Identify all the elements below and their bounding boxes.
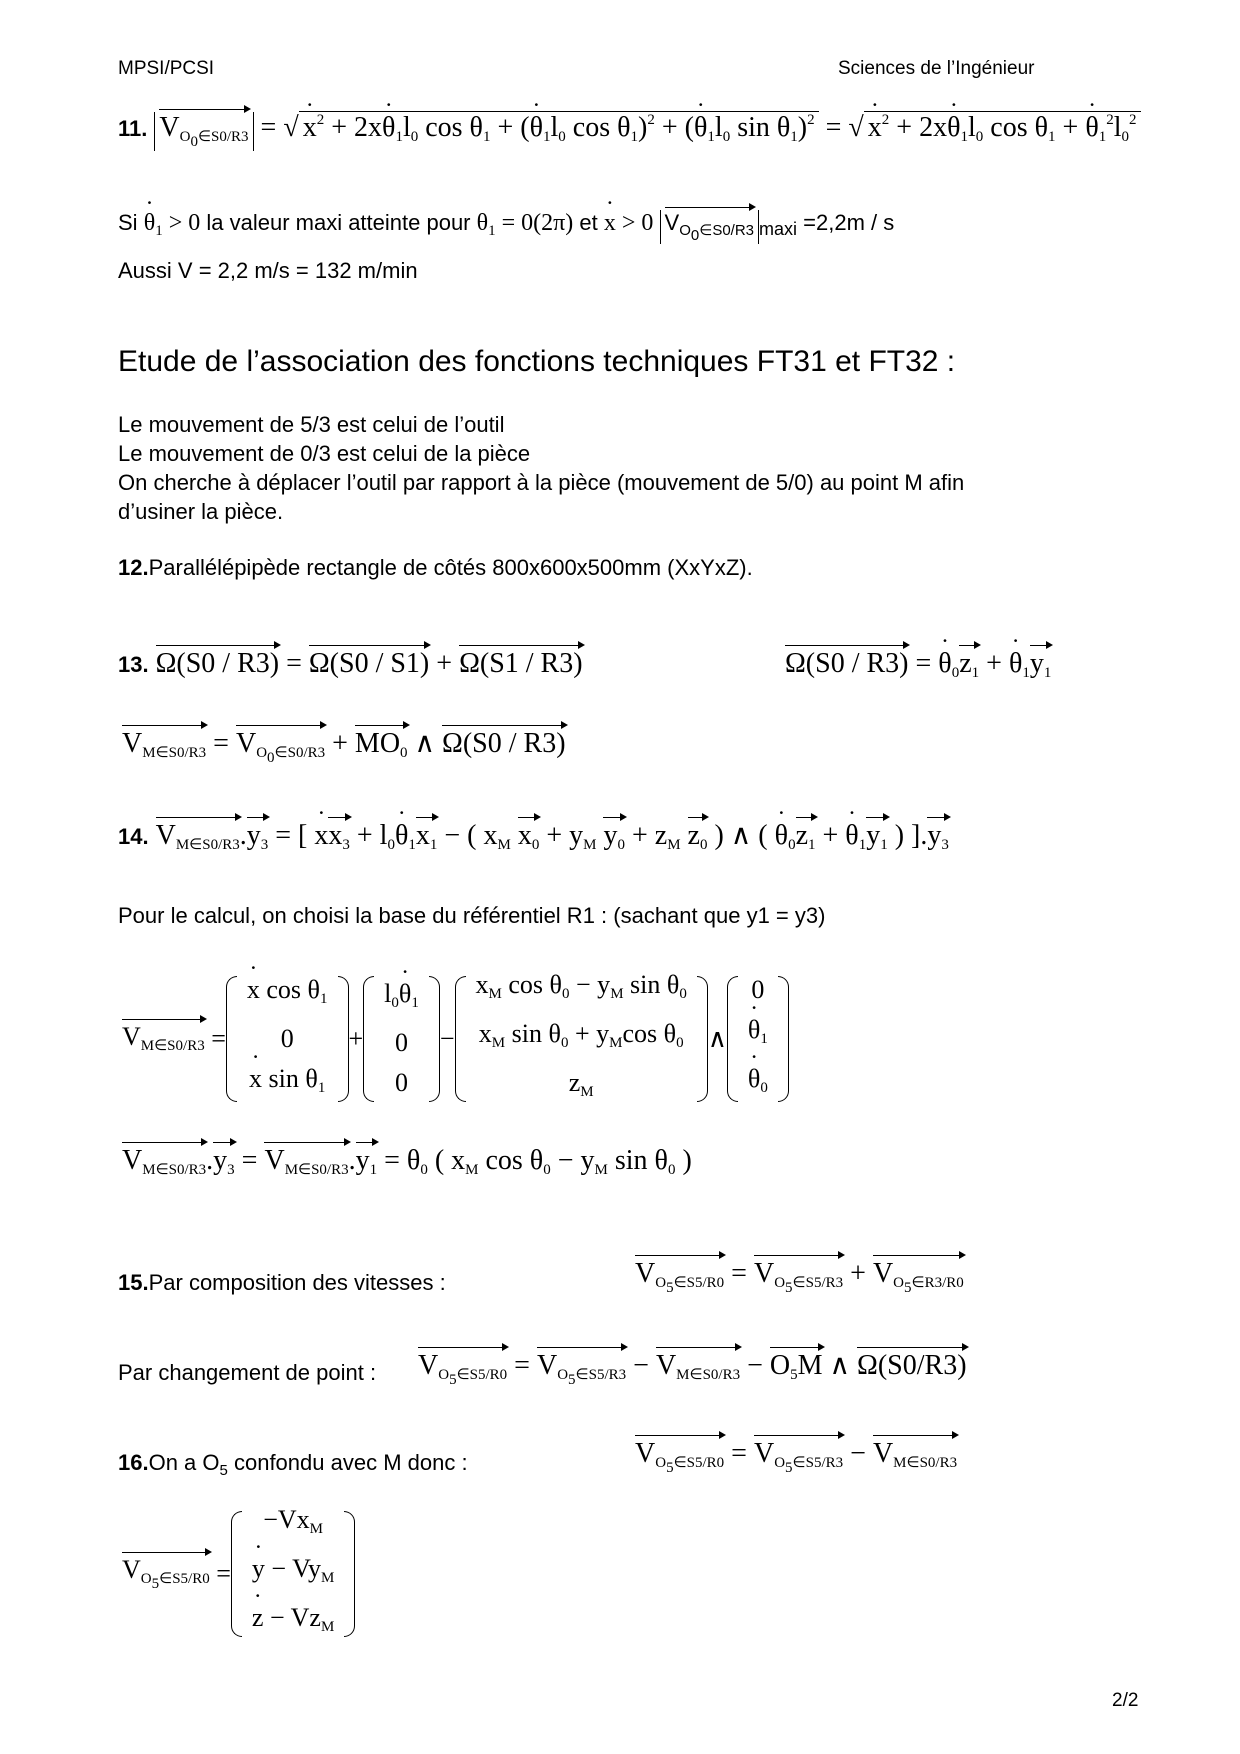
intro-text: Le mouvement de 5/3 est celui de l’outil Le mouvement de 0/3 est celui de la pièce On cherche à déplacer l’outil par rapport à la pièce (mouvement de 5/0) au point M afin d’usiner la pièce. (118, 412, 965, 524)
q16-matrix: $V_{O_5\in S5/R0}$ = $-Vx_M$ ˙ $y - Vy_M$ ˙ $z - Vz_M$ (122, 1500, 355, 1647)
page-number: 2/2 (1112, 1690, 1139, 1711)
q14-result: $V_{M\in S0/R3}.y_3 = V_{M\in S0/R3}.y_1 = \theta_0$ ( $x_M$ $\cos \theta_0 - y_M$ $\sin \theta_0$ ) (122, 1145, 692, 1178)
q11-equation: 11. $V_{O_0\in S0/R3}$ = √˙ $x^2$ + 2x˙ $\theta_1l_0$ $\cos \theta_1$ + (˙ $\theta_1l_0$ $\cos \theta_1)^2$ + (˙ $\theta_1l_0$ $\sin \theta_1)^2$ = √˙ $x^2$ + 2x˙ $\theta_1l_0$ $\cos \theta_1$ + ˙ $\theta_1^2l_0^2$ (118, 112, 1141, 151)
q11-condition: Si ˙ $\theta_1 > 0$ la valeur maxi atteinte pour $\theta_1 = 0(2\pi)$ et ˙ x > 0 $V_{O_0\in S0/R3}$ $_{maxi}$ =2,2m / s (118, 210, 894, 244)
section-title: Etude de l’association des fonctions techniques FT31 et FT32 : (118, 345, 956, 378)
q11-number: 11. (118, 116, 148, 141)
q15-text: 15.Par composition des vitesses : (118, 1270, 446, 1295)
q14-equation: 14. $V_{M\in S0/R3}.y_3$ = [ ˙ $xx_3$ + $l_0˙$ $\theta_1x_1$ − ( $x_M$ $x_0 + y_M$ $y_0 + z_M$ $z_0$ ) ∧ ( ˙ $\theta_0z_1$ + ˙ $\theta_1y_1$ ) ]$.y_3$ (118, 818, 949, 854)
q15-composition: $V_{O_5\in S5/R0} = V_{O_5\in S5/R3} + V_{O_5\in R3/R0}$ (635, 1258, 964, 1296)
q13-omega: Ω(S0 / R3) = ˙ $\theta_0z_1$ + ˙ $\theta_1y_1$ (785, 648, 1051, 682)
q11-aussi: Aussi V = 2,2 m/s = 132 m/min (118, 258, 418, 283)
q14-matrix: $V_{M\in S0/R3}$ = ˙ x $\cos \theta_1$ 0 ˙ x $\sin \theta_1$ + $l_0˙$ $\theta_1$ 0 0 − $x_M$ $\cos \theta_0 - y_M$ $\sin \theta_0$ $x_M$ $\sin \theta_0 + y_M\cos$ $\theta_0$ $z_M$ ∧ 0 ˙ $\theta_1$ ˙ $\theta_0$ (122, 965, 789, 1112)
header-right: Sciences de l’Ingénieur (838, 58, 1035, 79)
q15-change: $V_{O_5\in S5/R0} = V_{O_5\in S5/R3} - V_{M\in S0/R3} - O_5M$ ∧ Ω(S0/R3) (418, 1350, 967, 1388)
q13-velocity: $V_{M\in S0/R3} = V_{O_0\in S0/R3} + MO_0$ ∧ Ω(S0 / R3) (122, 728, 566, 766)
q12: 12.Parallélépipède rectangle de côtés 800x600x500mm (XxYxZ). (118, 555, 753, 580)
q13-equation: 13. Ω(S0 / R3) = Ω(S0 / S1) + Ω(S1 / R3) (118, 648, 583, 679)
q16-equation: $V_{O_5\in S5/R0} = V_{O_5\in S5/R3} - V_{M\in S0/R3}$ (635, 1438, 958, 1476)
header-left: MPSI/PCSI (118, 58, 215, 79)
q16-text: 16.On a $O_5$ confondu avec M donc : (118, 1450, 468, 1479)
q15-change-text: Par changement de point : (118, 1360, 377, 1385)
q14-calc-text: Pour le calcul, on choisi la base du référentiel R1 : (sachant que y1 = y3) (118, 903, 826, 928)
